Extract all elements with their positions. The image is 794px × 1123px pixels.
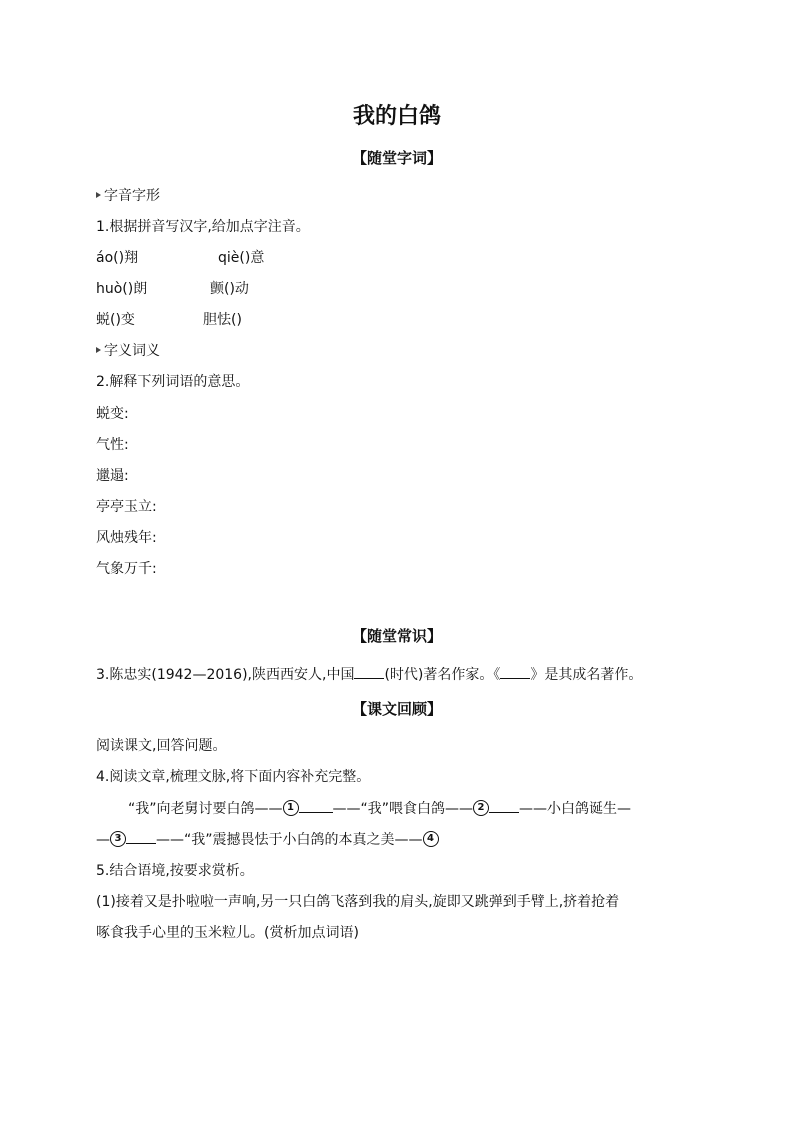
reading-instruction: 阅读课文,回答问题。 (96, 738, 227, 754)
question-3 (96, 664, 642, 685)
page-title: 我的白鸽 (352, 104, 441, 129)
pinyin-item: 胆怯() (203, 312, 242, 328)
subheading-text: 字音字形 (104, 188, 160, 204)
term-item: 风烛残年: (96, 530, 157, 546)
flow-text: ——“我”喂食白鸽—— (332, 801, 474, 817)
answer-blank[interactable] (500, 664, 530, 679)
circled-number: 2 (473, 800, 489, 816)
answer-blank[interactable] (489, 798, 519, 813)
section-heading-knowledge: 【随堂常识】 (351, 627, 442, 645)
question-3-text: (时代)著名作家。《 (384, 667, 501, 683)
subheading-meaning (96, 341, 160, 361)
flow-text: ——小白鸽诞生— (519, 801, 632, 817)
flow-text: “我”向老舅讨要白鸽—— (128, 801, 283, 817)
answer-blank[interactable] (126, 829, 156, 844)
flow-line-2 (96, 829, 439, 850)
pinyin-item: áo()翔 (96, 250, 139, 266)
triangle-bullet-icon (96, 192, 101, 198)
question-5: 5.结合语境,按要求赏析。 (96, 863, 254, 879)
pinyin-item: huò()朗 (96, 281, 148, 297)
flow-text: — (96, 832, 110, 848)
circled-number: 1 (283, 800, 299, 816)
section-heading-review: 【课文回顾】 (351, 700, 442, 718)
question-2: 2.解释下列词语的意思。 (96, 374, 250, 390)
term-item: 气象万千: (96, 561, 157, 577)
question-4: 4.阅读文章,梳理文脉,将下面内容补充完整。 (96, 769, 371, 785)
question-1: 1.根据拼音写汉字,给加点字注音。 (96, 219, 310, 235)
subheading-pronunciation (96, 186, 160, 206)
answer-blank[interactable] (354, 664, 384, 679)
question-3-text: 》是其成名著作。 (530, 667, 643, 683)
flow-text: ——“我”震撼畏怯于小白鸽的本真之美—— (156, 832, 423, 848)
answer-blank[interactable] (299, 798, 333, 813)
circled-number: 4 (423, 831, 439, 847)
term-item: 邋遢: (96, 468, 129, 484)
pinyin-item: 颤()动 (210, 281, 249, 297)
term-item: 亭亭玉立: (96, 499, 157, 515)
term-item: 蜕变: (96, 406, 129, 422)
term-item: 气性: (96, 437, 129, 453)
pinyin-item: 蜕()变 (96, 312, 135, 328)
question-5-1-line-1: (1)接着又是扑啦啦一声响,另一只白鸽飞落到我的肩头,旋即又跳弹到手臂上,挤着抢着 (96, 894, 620, 910)
triangle-bullet-icon (96, 347, 101, 353)
circled-number: 3 (110, 831, 126, 847)
question-5-1-line-2: 啄食我手心里的玉米粒儿。(赏析加点词语) (96, 925, 359, 941)
question-3-text: 3.陈忠实(1942—2016),陕西西安人,中国 (96, 667, 355, 683)
section-heading-vocabulary: 【随堂字词】 (351, 149, 442, 167)
pinyin-item: qiè()意 (218, 250, 265, 266)
flow-line-1 (128, 798, 631, 819)
subheading-text: 字义词义 (104, 343, 160, 359)
